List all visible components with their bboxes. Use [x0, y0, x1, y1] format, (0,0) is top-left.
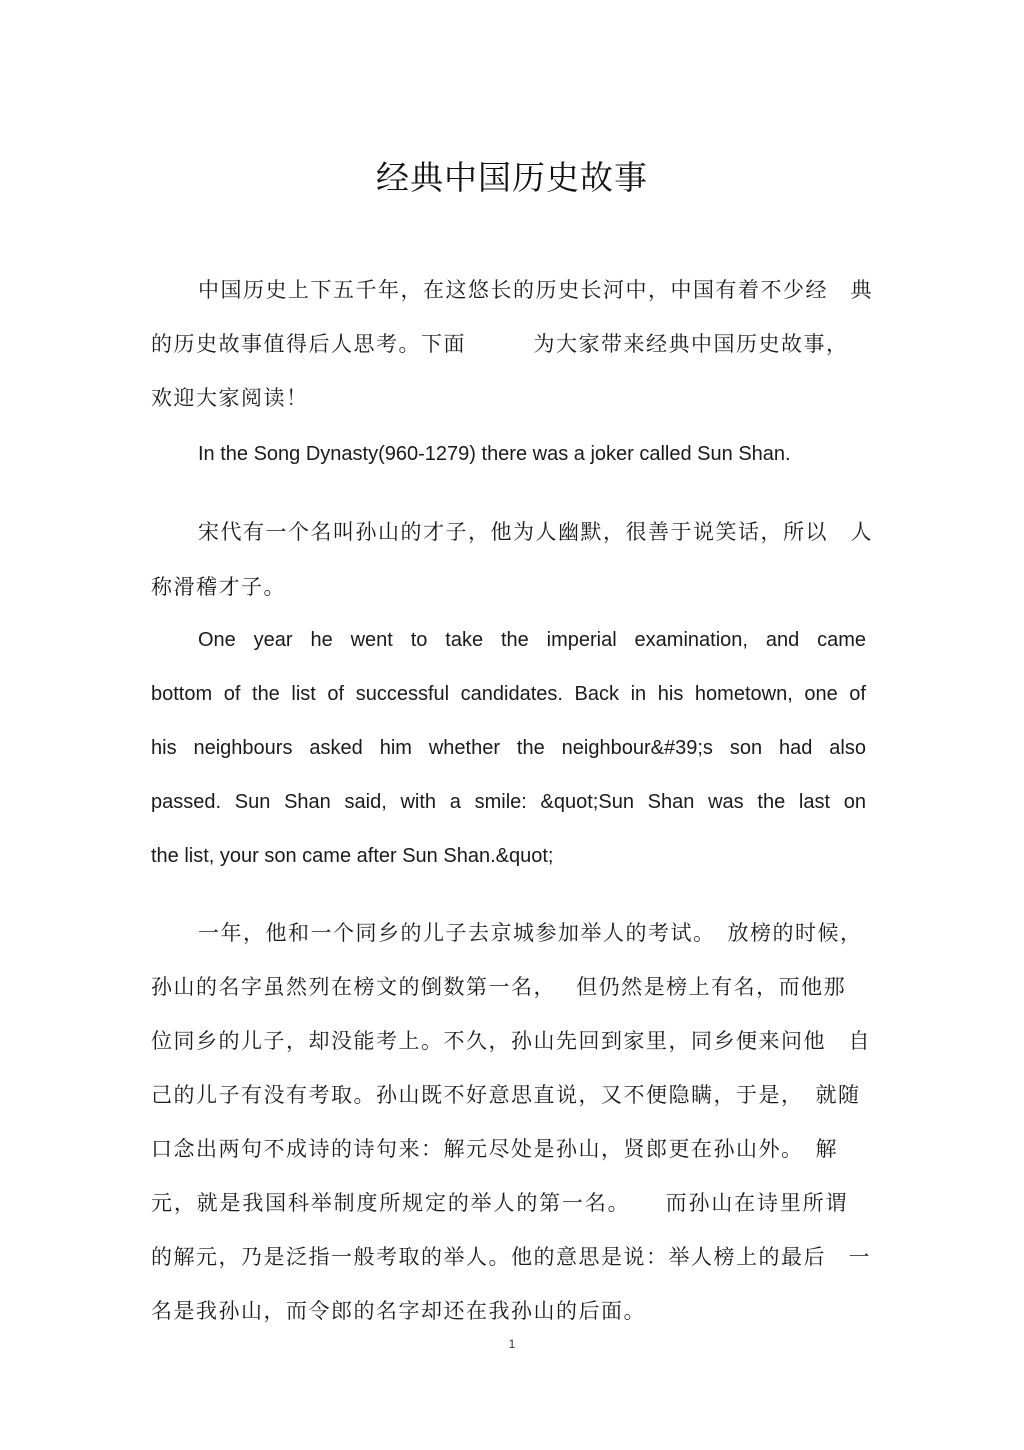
paragraph-line: In the Song Dynasty(960-1279) there was a joker called Sun Shan. — [198, 443, 791, 465]
paragraph-line: 一年，他和一个同乡的儿子去京城参加举人的考试。 放榜的时候， — [198, 921, 863, 945]
paragraph-line: 的历史故事值得后人思考。下面 为大家带来经典中国历史故事， — [151, 332, 849, 356]
paragraph-line: 宋代有一个名叫孙山的才子，他为人幽默，很善于说笑话，所以 人 — [198, 520, 873, 544]
document-title: 经典中国历史故事 — [376, 158, 648, 197]
paragraph-line: 称滑稽才子。 — [151, 575, 286, 599]
paragraph-line: 中国历史上下五千年，在这悠长的历史长河中，中国有着不少经 典 — [198, 278, 873, 302]
paragraph-line: 元，就是我国科举制度所规定的举人的第一名。 而孙山在诗里所谓 — [151, 1191, 848, 1215]
paragraph-line: One year he went to take the imperial examination, and came — [198, 629, 866, 651]
paragraph-line: bottom of the list of successful candidates. Back in his hometown, one of — [151, 683, 866, 705]
paragraph-line: 口念出两句不成诗的诗句来：解元尽处是孙山，贤郎更在孙山外。 解 — [151, 1137, 838, 1161]
paragraph-line: the list, your son came after Sun Shan.&quot; — [151, 845, 554, 867]
paragraph-line: 名是我孙山，而令郎的名字却还在我孙山的后面。 — [151, 1299, 646, 1323]
paragraph-line: 欢迎大家阅读！ — [151, 386, 309, 410]
paragraph-line: 己的儿子有没有考取。孙山既不好意思直说，又不便隐瞒，于是， 就随 — [151, 1083, 861, 1107]
paragraph-line: 位同乡的儿子，却没能考上。不久，孙山先回到家里，同乡便来问他 自 — [151, 1029, 871, 1053]
paragraph-line: 孙山的名字虽然列在榜文的倒数第一名， 但仍然是榜上有名，而他那 — [151, 975, 847, 999]
page-number: 1 — [508, 1337, 516, 1351]
paragraph-line: his neighbours asked him whether the neighbour&#39;s son had also — [151, 737, 866, 759]
paragraph-line: 的解元，乃是泛指一般考取的举人。他的意思是说：举人榜上的最后 一 — [151, 1245, 871, 1269]
paragraph-line: passed. Sun Shan said, with a smile: &quot;Sun Shan was the last on — [151, 791, 866, 813]
